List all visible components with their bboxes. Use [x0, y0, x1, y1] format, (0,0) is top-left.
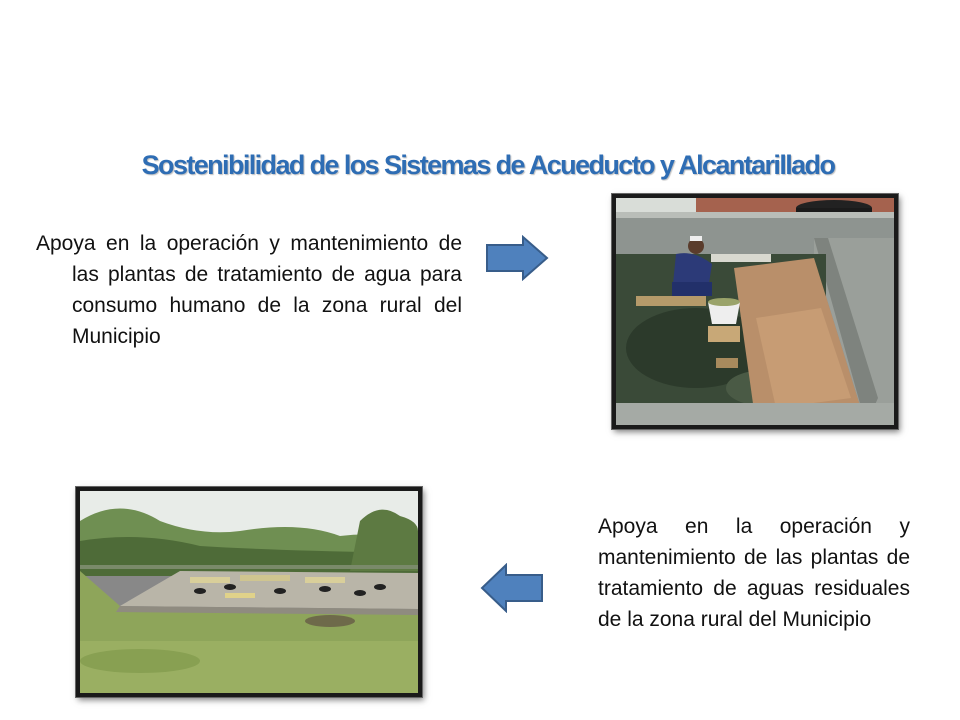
- arrow-right-icon: [485, 235, 549, 281]
- water-treatment-plant-photo: [612, 194, 898, 429]
- water-treatment-description: Apoya en la operación y mantenimiento de las plantas de tratamiento de agua para consumo humano de la zona rural del Municipio: [36, 232, 462, 348]
- slide-title: Sostenibilidad de los Sistemas de Acueducto y Alcantarillado: [141, 150, 835, 180]
- wastewater-treatment-description: Apoya en la operación y mantenimiento de las plantas de tratamiento de aguas residuales de la zona rural del Municipio: [598, 515, 910, 631]
- wastewater-treatment-plant-photo: [76, 487, 422, 697]
- arrow-left-icon: [480, 563, 544, 613]
